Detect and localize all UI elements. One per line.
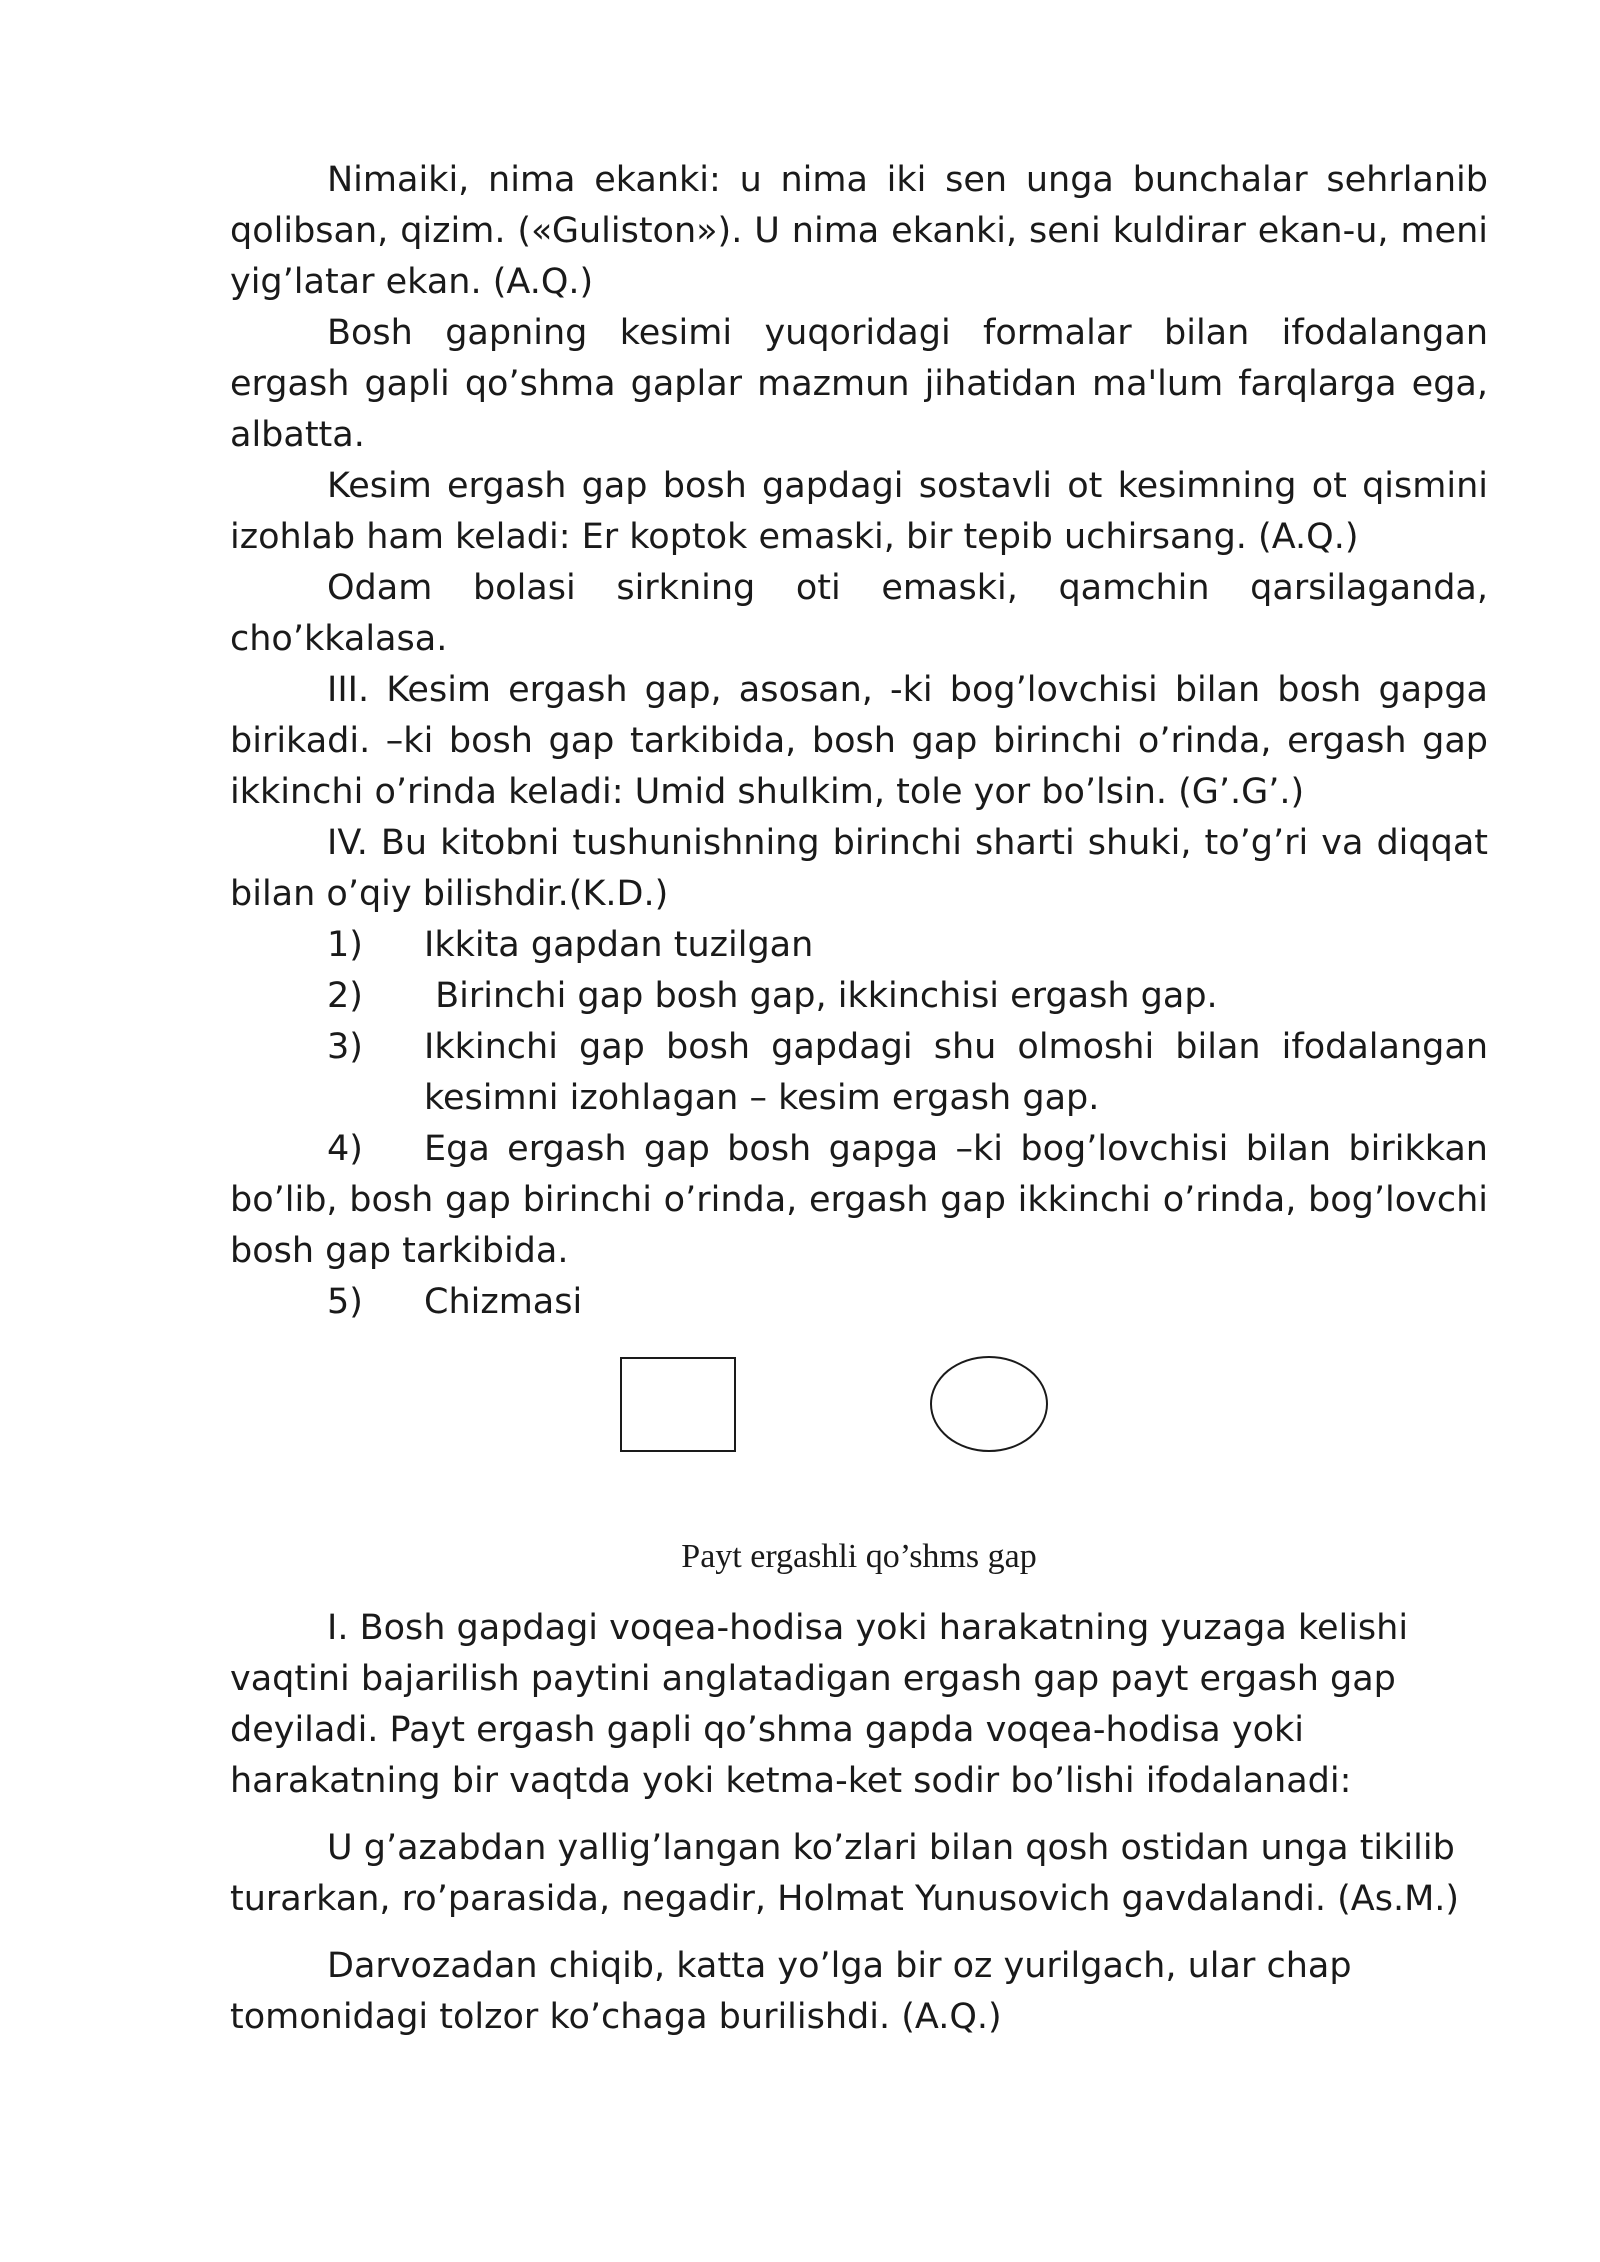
list-text: Ikkita gapdan tuzilgan [424, 925, 814, 965]
list-number: 2) [327, 976, 363, 1016]
paragraph-1: Nimaiki, nima ekanki: u nima iki sen unga bunchalar sehrlanib qolibsan, qizim. («Guliston»). U nima ekanki, seni kuldirar ekan-u, meni yig’latar ekan. (A.Q.) [230, 160, 1488, 302]
list-item-2 [230, 971, 1488, 1022]
list-item-3 [230, 1022, 1488, 1124]
paragraph-6: IV. Bu kitobni tushunishning birinchi sharti shuki, to’g’ri va diqqat bilan o’qiy bilishdir.(K.D.) [230, 823, 1488, 914]
section-paragraph-3: Darvozadan chiqib, katta yo’lga bir oz yurilgach, ular chap tomonidagi tolzor ko’chaga burilishdi. (A.Q.) [230, 1946, 1352, 2037]
list-item-5 [230, 1277, 1488, 1328]
paragraph-4: Odam bolasi sirkning oti emaski, qamchin qarsilaganda, cho’kkalasa. [230, 568, 1488, 659]
list-text: Ikkinchi gap bosh gapdagi shu olmoshi bilan ifodalangan kesimni izohlagan – kesim ergash gap. [424, 1027, 1488, 1118]
scheme-diagram [0, 1352, 1600, 1462]
list-item-4 [230, 1124, 1488, 1277]
list-number: 3) [327, 1027, 363, 1067]
section-text-block [230, 1603, 1488, 2059]
list-item-1 [230, 920, 1488, 971]
list-number: 5) [327, 1282, 363, 1322]
paragraph-5: III. Kesim ergash gap, asosan, -ki bog’lovchisi bilan bosh gapga birikadi. –ki bosh gap tarkibida, bosh gap birinchi o’rinda, ergash gap ikkinchi o’rinda keladi: Umid shulkim, tole yor bo’lsin. (G’.G’.) [230, 670, 1488, 812]
list-number: 4) [327, 1129, 363, 1169]
section-heading: Payt ergashli qo’shms gap [681, 1538, 1037, 1575]
list-text: Ega ergash gap bosh gapga –ki bog’lovchisi bilan birikkan bo’lib, bosh gap birinchi o’rinda, ergash gap ikkinchi o’rinda, bog’lovchi bosh gap tarkibida. [230, 1129, 1488, 1271]
section-paragraph-2: U g’azabdan yallig’langan ko’zlari bilan qosh ostidan unga tikilib turarkan, ro’parasida, negadir, Holmat Yunusovich gavdalandi. (As.M.) [230, 1828, 1460, 1919]
list-text: Birinchi gap bosh gap, ikkinchisi ergash gap. [424, 976, 1218, 1016]
square-shape [620, 1357, 736, 1452]
paragraph-3: Kesim ergash gap bosh gapdagi sostavli ot kesimning ot qismini izohlab ham keladi: Er koptok emaski, bir tepib uchirsang. (A.Q.) [230, 466, 1488, 557]
list-text: Chizmasi [424, 1282, 583, 1322]
section-paragraph-1: I. Bosh gapdagi voqea-hodisa yoki harakatning yuzaga kelishi vaqtini bajarilish paytini anglatadigan ergash gap payt ergash gap deyiladi. Payt ergash gapli qo’shma gapda voqea-hodisa yoki harakatning bir vaqtda yoki ketma-ket sodir bo’lishi ifodalanadi: [230, 1608, 1409, 1801]
paragraph-2: Bosh gapning kesimi yuqoridagi formalar bilan ifodalangan ergash gapli qo’shma gaplar mazmun jihatidan ma'lum farqlarga ega, albatta. [230, 313, 1488, 455]
list-number: 1) [327, 925, 363, 965]
oval-shape [930, 1356, 1048, 1452]
main-text-block [230, 155, 1488, 1328]
